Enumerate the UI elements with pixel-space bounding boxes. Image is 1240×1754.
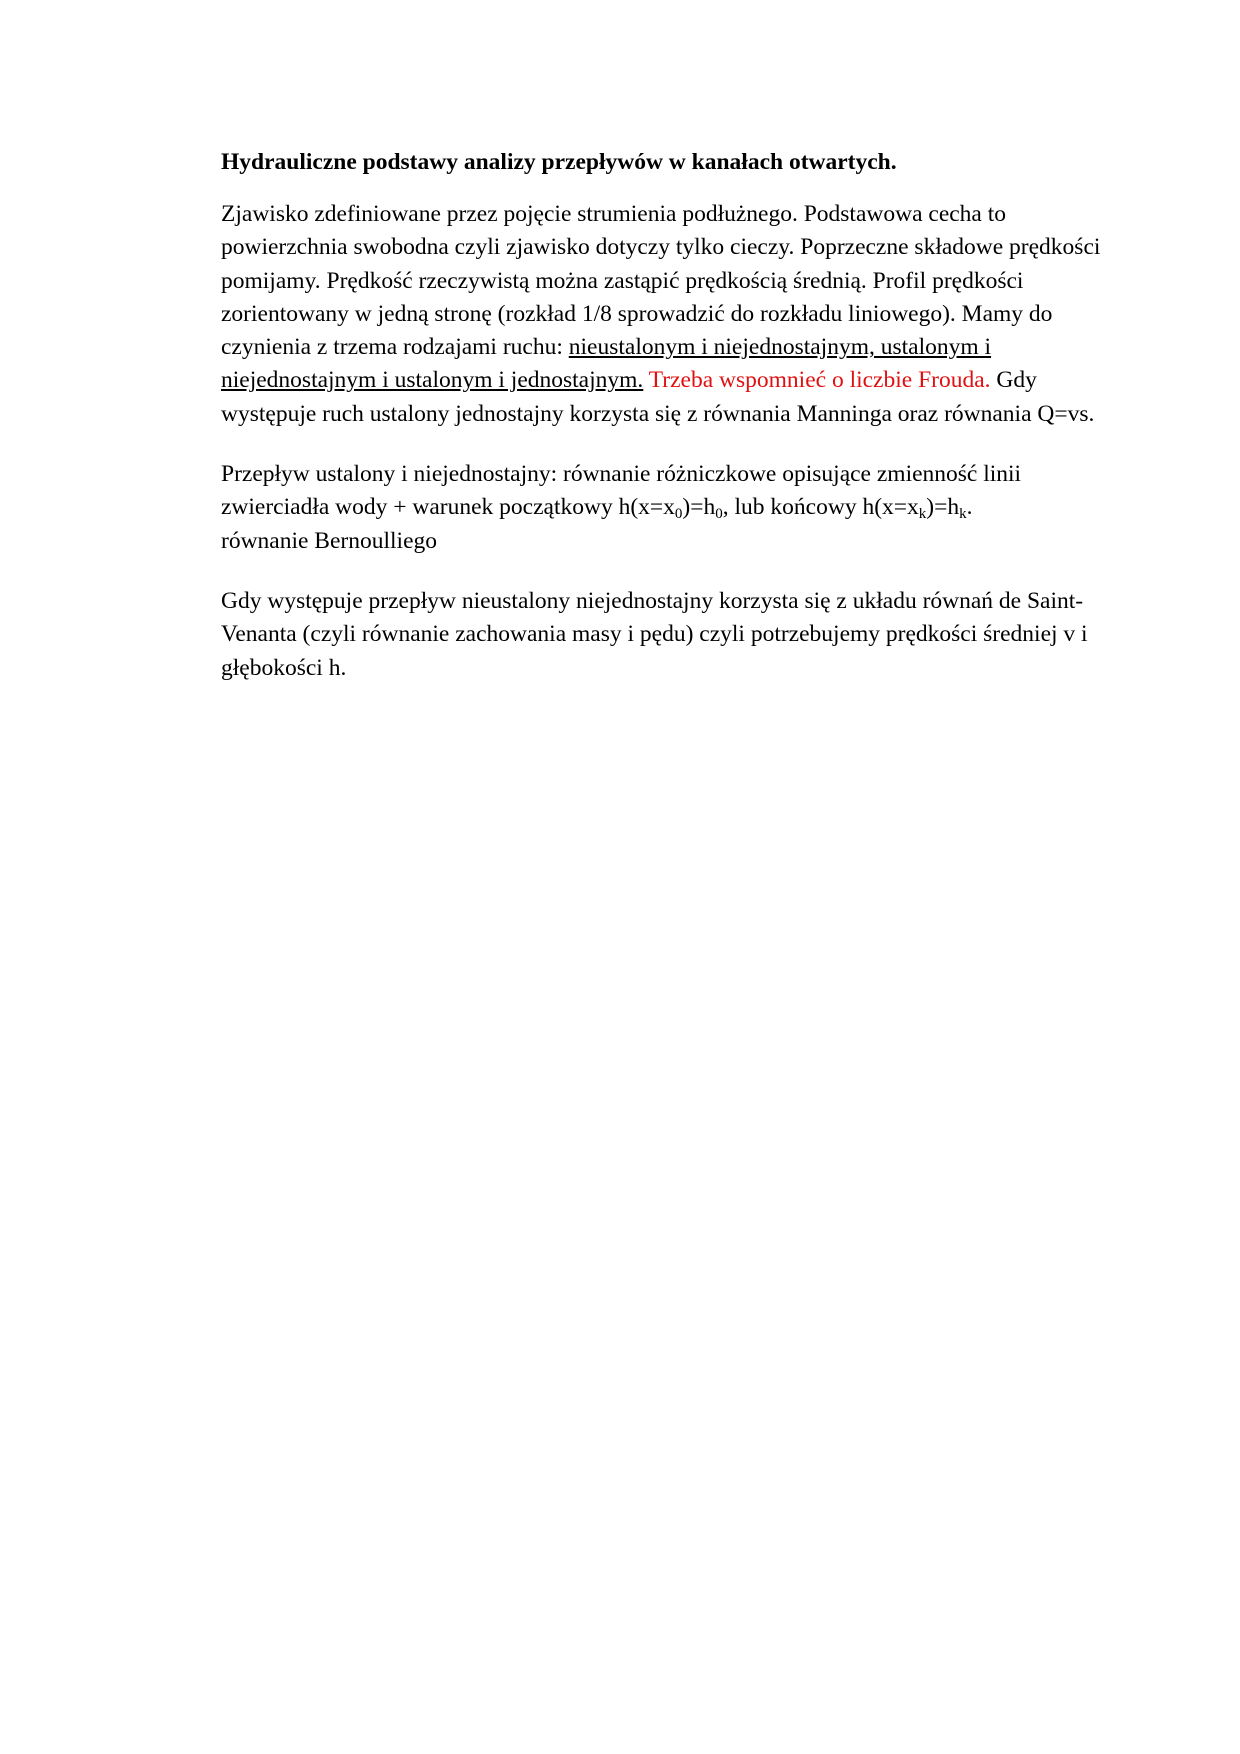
paragraph-steady-nonuniform <box>221 458 1101 558</box>
steady-text-a: Przepływ ustalony i niejednostajny: równanie różniczkowe opisujące zmienność linii zwierciadła wody + warunek początkowy h(x=x <box>221 461 1022 521</box>
paragraph-flow-types <box>221 198 1101 431</box>
subscript-hk: k <box>959 506 967 523</box>
document-title: Hydrauliczne podstawy analizy przepływów w kanałach otwartych. <box>221 149 897 175</box>
subscript-xk: k <box>918 506 927 523</box>
paragraph-flow-types-text-b: Gdy występuje ruch ustalony jednostajny korzysta się z równania Manninga oraz równania Q=vs. <box>221 367 1095 427</box>
steady-text-d: )=h <box>926 494 960 521</box>
steady-text-e: . <box>966 494 973 521</box>
subscript-h0: 0 <box>715 506 723 523</box>
steady-text-b: )=h <box>682 494 716 521</box>
paragraph-unsteady: Gdy występuje przepływ nieustalony niejednostajny korzysta się z układu równań de Saint-Venanta (czyli równanie zachowania masy i pędu) czyli potrzebujemy prędkości średniej v i głębokości h. <box>221 587 1088 681</box>
paragraph-flow-types-text-a: Zjawisko zdefiniowane przez pojęcie strumienia podłużnego. Podstawowa cecha to powierzchnia swobodna czyli zjawisko dotyczy tylko cieczy. Poprzeczne składowe prędkości pomijamy. Prędkość rzeczywistą można zastąpić prędkością średnią. Profil prędkości zorientowany w jedną stronę (rozkład 1/8 sprowadzić do rozkładu liniowego). Mamy do czynienia z trzema rodzajami ruchu: <box>221 201 1101 361</box>
bernoulli-line: równanie Bernoulliego <box>221 527 438 554</box>
flow-types-underlined: nieustalonym i niejednostajnym, ustalonym i niejednostajnym i ustalonym i jednostajnym. <box>221 334 992 394</box>
steady-text-c: , lub końcowy h(x=x <box>722 494 919 521</box>
froude-note-red: Trzeba wspomnieć o liczbie Frouda. <box>648 367 991 394</box>
document-content <box>221 146 1101 712</box>
subscript-x0: 0 <box>674 506 683 523</box>
